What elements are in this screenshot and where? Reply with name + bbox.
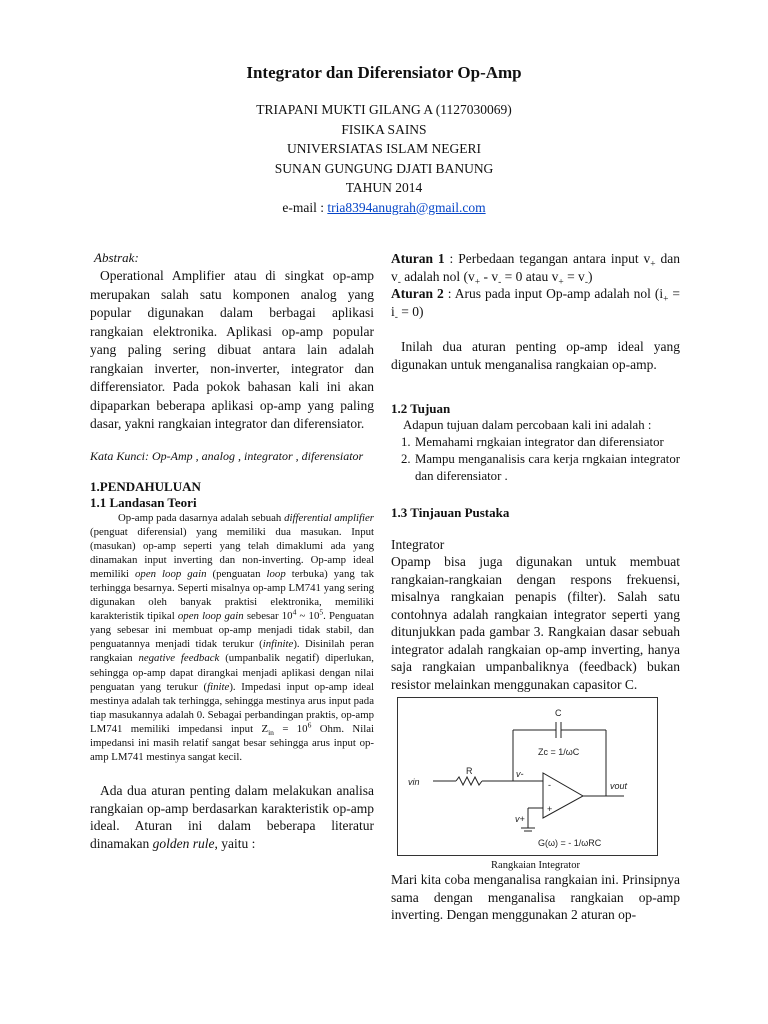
author-year: TAHUN 2014: [345, 180, 423, 195]
vout-label: vout: [610, 781, 628, 791]
email-label: e-mail :: [282, 199, 328, 215]
abstract-label: Abstrak:: [94, 250, 139, 265]
resistor-label: R: [466, 766, 473, 776]
author-university-city: SUNAN GUNGUNG DJATI BANUNG: [274, 160, 494, 176]
subsection-heading-tujuan: 1.2 Tujuan: [391, 401, 451, 416]
circuit-diagram: [398, 698, 657, 855]
tujuan-intro: Adapun tujuan dalam percobaan kali ini adalah :: [403, 418, 652, 432]
author-university: UNIVERSIATAS ISLAM NEGERI: [287, 141, 481, 156]
rules-summary: Inilah dua aturan penting op-amp ideal yang digunakan untuk menganalisa rangkaian op-amp.: [391, 339, 680, 372]
subsection-heading-landasan: 1.1 Landasan Teori: [90, 494, 197, 510]
keywords: Kata Kunci: Op-Amp , analog , integrator , diferensiator: [90, 448, 364, 463]
rule-1: Aturan 1 : Perbedaan tegangan antara input $v_+$ dan $v_-$ adalah nol ($v_+ - v_- = 0$ atau $v_+ = v_-$): [391, 251, 680, 288]
analysis-paragraph: Mari kita coba menganalisa rangkaian ini. Prinsipnya sama dengan menganalisa rangkaian op-amp inverting. Dengan menggunakan 2 aturan op-: [391, 872, 680, 922]
vplus-label: v+: [515, 814, 525, 824]
list-item: 2. Mampu menganalisis cara kerja rngkaian integrator dan diferensiator .: [401, 452, 680, 483]
figure-caption: Rangkaian Integrator: [491, 860, 580, 871]
abstract-body: Operational Amplifier atau di singkat op-amp merupakan salah satu komponen analog yang popular digunakan dalam berbagai aplikasi rangkaian elektronika. Aplikasi op-amp popular yang paling sering dibuat antara lain adalah rangkaian inverter, non-inverter, integrator dan differensiator. Pada pokok bahasan kali ini akan dipaparkan beberapa aplikasi op-amp yang paling dasar, yakni rangkaian integrator dan diferensiator.: [90, 268, 374, 431]
tujuan-list: [391, 434, 680, 485]
integrator-heading: Integrator: [391, 537, 445, 552]
landasan-paragraph: Op-amp pada dasarnya adalah sebuah differential amplifier (penguat diferensial) yang memiliki dua masukan. Input (masukan) op-amp seperti yang telah dimaklumi ada yang dinamakan input inverting dan non-inverting. Op-amp ideal memiliki open loop gain (penguatan loop terbuka) yang tak terhingga besarnya. Seperti misalnya op-amp LM741 yang sering digunakan oleh banyak praktisi elektronika, memiliki karakteristik tipikal open loop gain sebesar $10^4$ ~ $10^5$. Penguatan yang sebesar ini membuat op-amp menjadi tidak stabil, dan penguatannya menjadi tidak terukur (infinite). Disinilah peran rangkaian negative feedback (umpanbalik negatif) diperlukan, sehingga op-amp dapat dirangkai menjadi aplikasi dengan nilai penguatan yang terukur (finite). Impedasi input op-amp ideal mestinya adalah tak terhingga, sehingga mestinya arus input pada tiap masukannya adalah 0. Sebagai perbandingan praktis, op-amp LM741 memiliki impedansi input $Z_{in} = 10^6$ Ohm. Nilai impedansi ini masih relatif sangat besar sehingga arus input op-amp LM741 mestinya sangat kecil.: [90, 511, 375, 764]
left-column: [90, 250, 374, 852]
impedance-label: Zc = 1/ωC: [538, 747, 580, 757]
integrator-circuit-figure: [397, 697, 658, 856]
right-column: [391, 250, 680, 924]
integrator-paragraph: Opamp bisa juga digunakan untuk membuat rangkaian-rangkaian dengan respons frekuensi, misalnya rangkaian penapis (filter). Salah satu contohnya adalah rangkaian integrator seperti yang ditunjukkan pada gambar 3. Rangkaian dasar sebuah integrator adalah rangkaian op-amp inverting, hanya saja rangkaian umpanbaliknya (feedback) bukan resistor melainkan menggunakan capasitor C.: [391, 554, 680, 692]
plus-input-sign: +: [547, 804, 553, 814]
transfer-function-label: G(ω) = - 1/ωRC: [538, 838, 602, 848]
author-department: FISIKA SAINS: [341, 121, 427, 137]
vminus-label: v-: [516, 769, 524, 779]
vin-label: vin: [408, 777, 420, 787]
section-heading-pendahuluan: 1.PENDAHULUAN: [90, 478, 201, 494]
rule-2: Aturan 2 : Arus pada input Op-amp adalah nol $(i_+ = i_- = 0)$: [391, 286, 681, 323]
author-name: TRIAPANI MUKTI GILANG A (1127030069): [256, 102, 512, 117]
paper-title: Integrator dan Diferensiator Op-Amp: [246, 63, 522, 82]
capacitor-label: C: [555, 708, 562, 718]
email-link[interactable]: tria8394anugrah@gmail.com: [327, 199, 486, 215]
author-block: [0, 100, 768, 217]
golden-rule-paragraph: Ada dua aturan penting dalam melakukan analisa rangkaian op-amp berdasarkan karakteristik op-amp ideal. Aturan ini dalam beberapa literatur dinamakan golden rule, yaitu :: [90, 783, 374, 851]
minus-input-sign: -: [548, 780, 551, 790]
author-email-line: [0, 198, 768, 218]
subsection-heading-pustaka: 1.3 Tinjauan Pustaka: [391, 505, 510, 520]
list-item: 1. Memahami rngkaian integrator dan diferensiator: [401, 435, 664, 449]
